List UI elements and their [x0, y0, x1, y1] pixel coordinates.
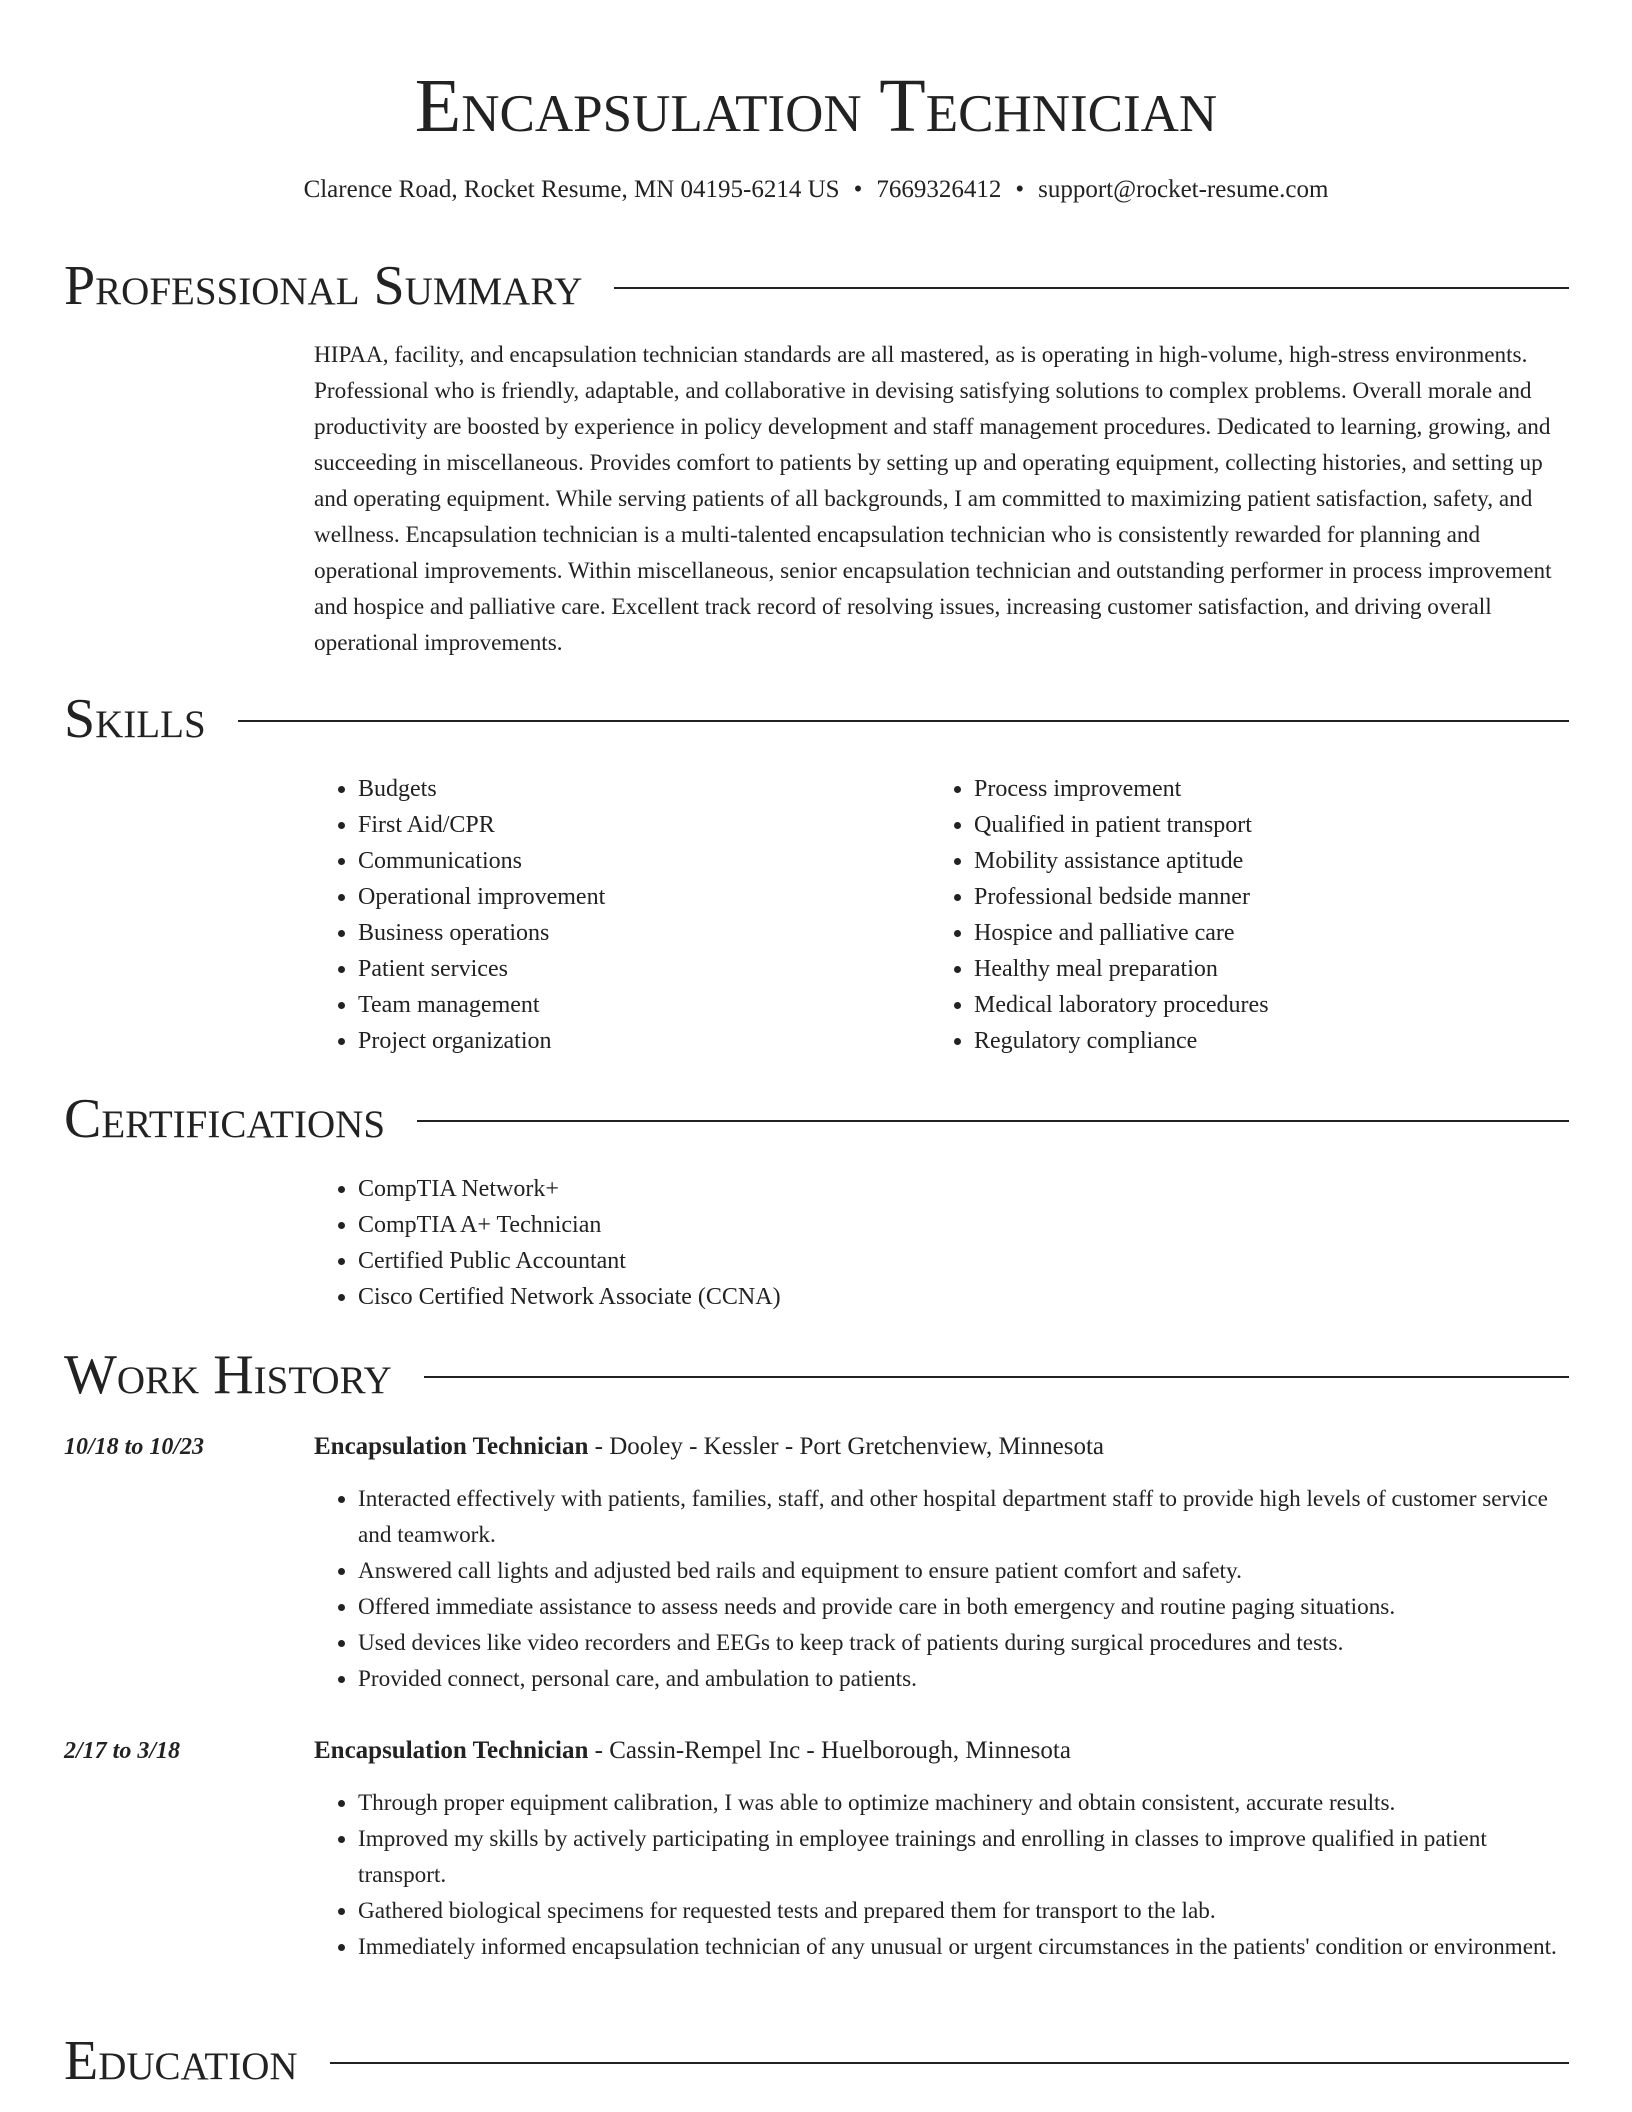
summary-section-title: Professional Summary — [64, 255, 583, 317]
job-role: Encapsulation Technician — [314, 1737, 589, 1764]
skill-item: • Professional bedside manner — [974, 879, 1530, 915]
skill-item: • Project organization — [358, 1023, 914, 1059]
certification-item: • Certified Public Accountant — [358, 1243, 1414, 1279]
skills-section-header — [64, 687, 1569, 751]
job-bullet: • Gathered biological specimens for requested tests and prepared them for transport to the lab. — [358, 1893, 1574, 1929]
skill-item: • Business operations — [358, 915, 914, 951]
job-dates: 10/18 to 10/23 — [64, 1434, 205, 1460]
section-divider — [614, 287, 1569, 289]
job-bullet: • Immediately informed encapsulation technician of any unusual or urgent circumstances in the patients' condition or environment. — [358, 1929, 1574, 1965]
skill-item: • First Aid/CPR — [358, 807, 914, 843]
skill-item: • Mobility assistance aptitude — [974, 843, 1530, 879]
skill-item: • Hospice and palliative care — [974, 915, 1530, 951]
email: support@rocket-resume.com — [1038, 176, 1329, 203]
certification-item: • CompTIA Network+ — [358, 1171, 1414, 1207]
job-bullet-list — [314, 1481, 1574, 1697]
section-divider — [424, 1376, 1569, 1378]
summary-section-header — [64, 254, 1569, 318]
certifications-list — [314, 1171, 1414, 1315]
job-bullet: • Provided connect, personal care, and ambulation to patients. — [358, 1661, 1574, 1697]
certification-item: • CompTIA A+ Technician — [358, 1207, 1414, 1243]
job-bullet: • Through proper equipment calibration, I was able to optimize machinery and obtain consistent, accurate results. — [358, 1785, 1574, 1821]
section-divider — [238, 720, 1569, 722]
contact-separator: • — [1015, 176, 1025, 203]
job-employer: - Dooley - Kessler - Port Gretchenview, Minnesota — [588, 1433, 1105, 1460]
summary-text: HIPAA, facility, and encapsulation technician standards are all mastered, as is operating in high-volume, high-stress environments. Professional who is friendly, adaptable, and collaborative in devising satisfying solutions to complex problems. Overall morale and productivity are boosted by experience in policy development and staff management procedures. Dedicated to learning, growing, and succeeding in miscellaneous. Provides comfort to patients by setting up and operating equipment, collecting histories, and setting up and operating equipment. While serving patients of all backgrounds, I am committed to maximizing patient satisfaction, safety, and wellness. Encapsulation technician is a multi-talented encapsulation technician who is consistently rewarded for planning and operational improvements. Within miscellaneous, senior encapsulation technician and outstanding performer in process improvement and hospice and palliative care. Excellent track record of resolving issues, increasing customer satisfaction, and driving overall operational improvements. — [314, 342, 1552, 656]
candidate-name: Encapsulation Technician — [414, 64, 1218, 148]
job-bullet: • Answered call lights and adjusted bed rails and equipment to ensure patient comfort and safety. — [358, 1553, 1574, 1589]
job-bullet: • Offered immediate assistance to assess needs and provide care in both emergency and routine paging situations. — [358, 1589, 1574, 1625]
job-bullet-list — [314, 1785, 1574, 1965]
education-section-title: Education — [64, 2030, 298, 2092]
contact-line — [0, 172, 1632, 208]
section-divider — [330, 2062, 1569, 2064]
skill-item: • Operational improvement — [358, 879, 914, 915]
job-role: Encapsulation Technician — [314, 1433, 589, 1460]
job-bullet: • Interacted effectively with patients, families, staff, and other hospital department staff to provide high levels of customer service and teamwork. — [358, 1481, 1574, 1553]
skills-list-left — [314, 771, 914, 1059]
skill-item: • Healthy meal preparation — [974, 951, 1530, 987]
skill-item: • Process improvement — [974, 771, 1530, 807]
section-divider — [417, 1120, 1569, 1122]
job-employer: - Cassin-Rempel Inc - Huelborough, Minnesota — [588, 1737, 1071, 1764]
job-dates: 2/17 to 3/18 — [64, 1738, 181, 1764]
skill-item: • Regulatory compliance — [974, 1023, 1530, 1059]
skill-item: • Budgets — [358, 771, 914, 807]
job-bullets — [314, 1785, 1574, 1965]
skill-item: • Team management — [358, 987, 914, 1023]
skills-column-left — [314, 771, 914, 1059]
work-history-section-header — [64, 1343, 1569, 1407]
skill-item: • Qualified in patient transport — [974, 807, 1530, 843]
skill-item: • Medical laboratory procedures — [974, 987, 1530, 1023]
skills-column-right — [930, 771, 1530, 1059]
contact-separator: • — [853, 176, 863, 203]
education-section-header — [64, 2029, 1569, 2093]
job-title-line — [314, 1429, 1104, 1465]
job-bullet: • Improved my skills by actively participating in employee trainings and enrolling in classes to improve qualified in patient transport. — [358, 1821, 1574, 1893]
skill-item: • Patient services — [358, 951, 914, 987]
certifications-section-title: Certifications — [64, 1088, 386, 1150]
address: Clarence Road, Rocket Resume, MN 04195-6214 US — [303, 176, 840, 203]
skills-list-right — [930, 771, 1530, 1059]
phone: 7669326412 — [876, 176, 1002, 203]
job-bullets — [314, 1481, 1574, 1697]
work-history-section-title: Work History — [64, 1344, 392, 1406]
certifications-section-header — [64, 1087, 1569, 1151]
certification-item: • Cisco Certified Network Associate (CCNA) — [358, 1279, 1414, 1315]
certifications-block — [314, 1171, 1414, 1315]
job-bullet: • Used devices like video recorders and EEGs to keep track of patients during surgical procedures and tests. — [358, 1625, 1574, 1661]
job-title-line — [314, 1733, 1071, 1769]
skills-section-title: Skills — [64, 688, 206, 750]
skill-item: • Communications — [358, 843, 914, 879]
